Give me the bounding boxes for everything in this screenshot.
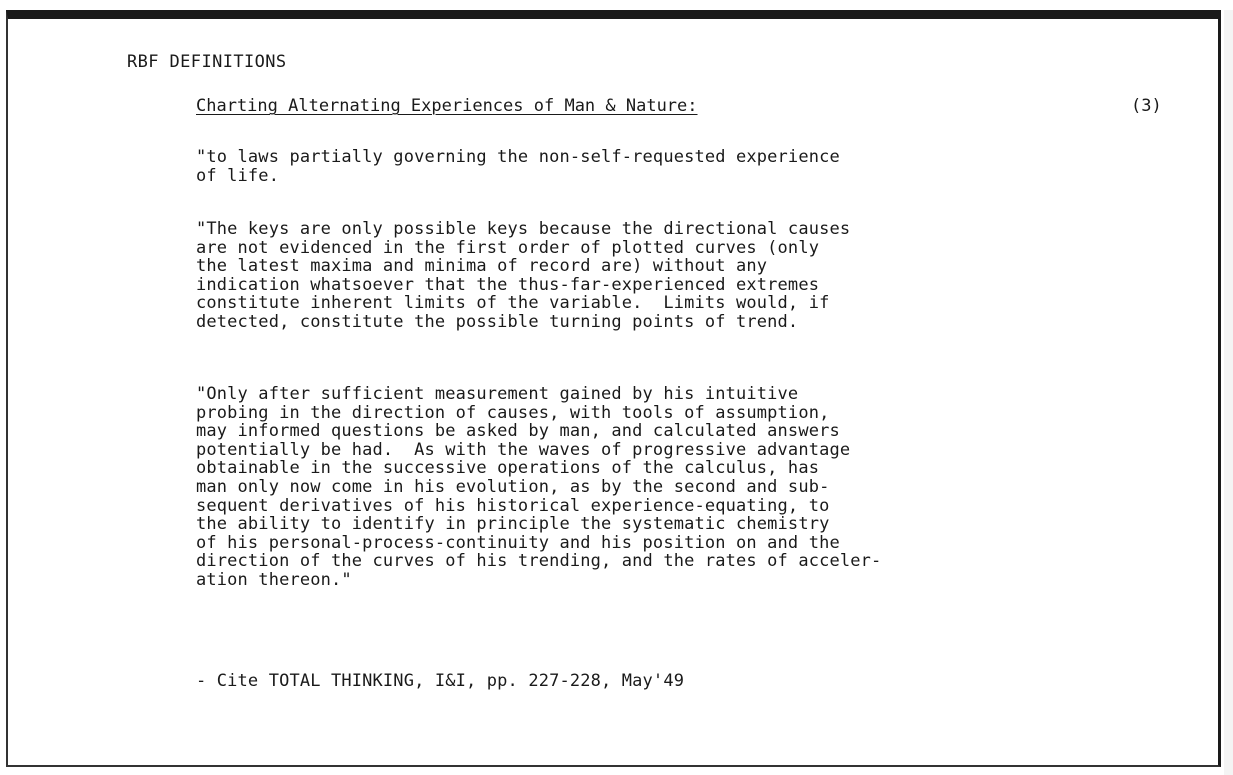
paragraph: "The keys are only possible keys because the directional causes are not evidenced in the first order of plotted curves (only the latest maxima and minima of record are) without any indication whatsoever that the thus-far-experienced extremes constitute inherent limits of the variable. Limits would, if detected, constitute the possible turning points of trend. [196,219,851,332]
card-number: (3) [1131,96,1162,116]
paragraph: "Only after sufficient measurement gained by his intuitive probing in the direction of causes, with tools of assumption, may informed questions be asked by man, and calculated answers potentially be had. As with the waves of progressive advantage obtainable in the successive operations of the calculus, has man only now come in his evolution, as by the second and sub- sequent derivatives of his historical experience-equating, to the ability to identify in principle the systematic chemistry of his personal-process-continuity and his position on and the direction of the curves of his trending, and the rates of acceler- ation thereon." [196,384,882,590]
card-title: Charting Alternating Experiences of Man & Nature: [196,96,698,116]
paragraph: "to laws partially governing the non-self-requested experience of life. [196,147,840,186]
scan-edge [1224,10,1233,775]
document-header: RBF DEFINITIONS [127,52,287,72]
citation: - Cite TOTAL THINKING, I&I, pp. 227-228, May'49 [196,671,685,691]
